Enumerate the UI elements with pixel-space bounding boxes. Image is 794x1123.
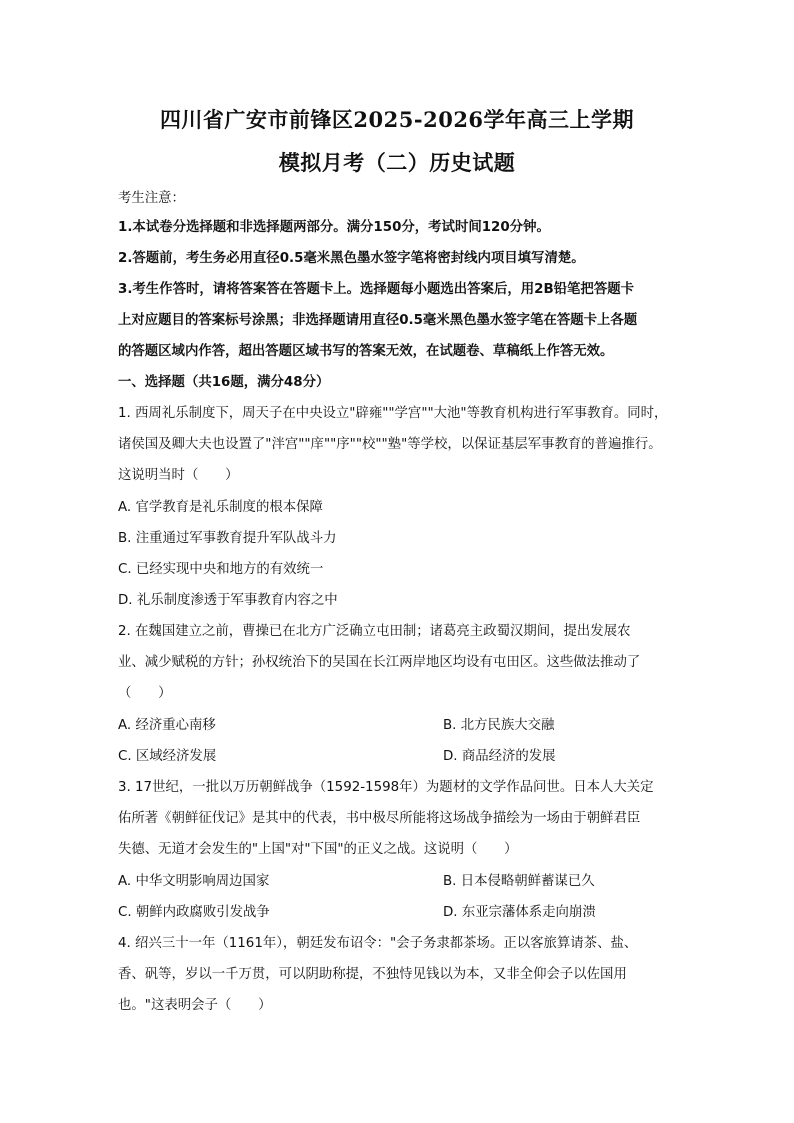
- question-2-option-b: B. 北方民族大交融: [443, 718, 555, 733]
- question-1-stem: 诸侯国及卿大夫也设置了"泮宫""庠""序""校""塾"等学校，以保证基层军事教育的普遍推行。: [118, 437, 662, 452]
- question-3-option-d: D. 东亚宗藩体系走向崩溃: [443, 905, 596, 920]
- notice-line: 3.考生作答时，请将答案答在答题卡上。选择题每小题选出答案后，用2B铅笔把答题卡: [118, 282, 634, 297]
- exam-title-line1: 四川省广安市前锋区2025-2026学年高三上学期: [159, 107, 635, 132]
- question-2-stem: 业、减少赋税的方针；孙权统治下的吴国在长江两岸地区均设有屯田区。这些做法推动了: [118, 655, 641, 670]
- notice-line: 的答题区域内作答，超出答题区域书写的答案无效，在试题卷、草稿纸上作答无效。: [118, 344, 614, 359]
- notice-line: 上对应题目的答案标号涂黑；非选择题请用直径0.5毫米黑色墨水签字笔在答题卡上各题: [118, 313, 638, 328]
- question-3-stem: 佑所著《朝鲜征伐记》是其中的代表，书中极尽所能将这场战争描绘为一场由于朝鲜君臣: [118, 811, 641, 826]
- notice-line: 1.本试卷分选择题和非选择题两部分。满分150分，考试时间120分钟。: [118, 220, 550, 235]
- question-2-stem: （ ）: [118, 686, 172, 701]
- question-1-option-a: A. 官学教育是礼乐制度的根本保障: [118, 500, 323, 515]
- question-3-stem: 3. 17世纪，一批以万历朝鲜战争（1592-1598年）为题材的文学作品问世。日本人大关定: [118, 780, 654, 795]
- question-3-stem: 失德、无道才会发生的"上国"对"下国"的正义之战。这说明（ ）: [118, 842, 518, 857]
- section-heading: 一、选择题（共16题，满分48分）: [118, 375, 330, 390]
- question-1-stem: 1. 西周礼乐制度下，周天子在中央设立"辟雍""学宫""大池"等教育机构进行军事教育。同时，: [118, 406, 668, 421]
- notice-heading: 考生注意：: [118, 191, 185, 206]
- question-3-option-c: C. 朝鲜内政腐败引发战争: [118, 905, 270, 920]
- question-2-option-d: D. 商品经济的发展: [443, 749, 556, 764]
- question-1-option-c: C. 已经实现中央和地方的有效统一: [118, 562, 324, 577]
- notice-line: 2.答题前，考生务必用直径0.5毫米黑色墨水签字笔将密封线内项目填写清楚。: [118, 251, 585, 266]
- question-4-stem: 也。"这表明会子（ ）: [118, 998, 272, 1013]
- question-2-stem: 2. 在魏国建立之前，曹操已在北方广泛确立屯田制；诸葛亮主政蜀汉期间，提出发展农: [118, 624, 631, 639]
- question-1-option-d: D. 礼乐制度渗透于军事教育内容之中: [118, 593, 338, 608]
- question-4-stem: 4. 绍兴三十一年（1161年），朝廷发布诏令："会子务隶都茶场。正以客旅算请茶、盐、: [118, 936, 638, 951]
- question-2-option-c: C. 区域经济发展: [118, 749, 217, 764]
- exam-title-line2: 模拟月考（二）历史试题: [278, 150, 516, 175]
- question-1-option-b: B. 注重通过军事教育提升军队战斗力: [118, 531, 337, 546]
- question-2-option-a: A. 经济重心南移: [118, 718, 216, 733]
- question-3-option-a: A. 中华文明影响周边国家: [118, 874, 270, 889]
- question-3-option-b: B. 日本侵略朝鲜蓄谋已久: [443, 874, 595, 889]
- question-4-stem: 香、矾等，岁以一千万贯，可以阴助称提，不独恃见钱以为本，又非全仰会子以佐国用: [118, 967, 627, 982]
- question-1-stem: 这说明当时（ ）: [118, 468, 239, 483]
